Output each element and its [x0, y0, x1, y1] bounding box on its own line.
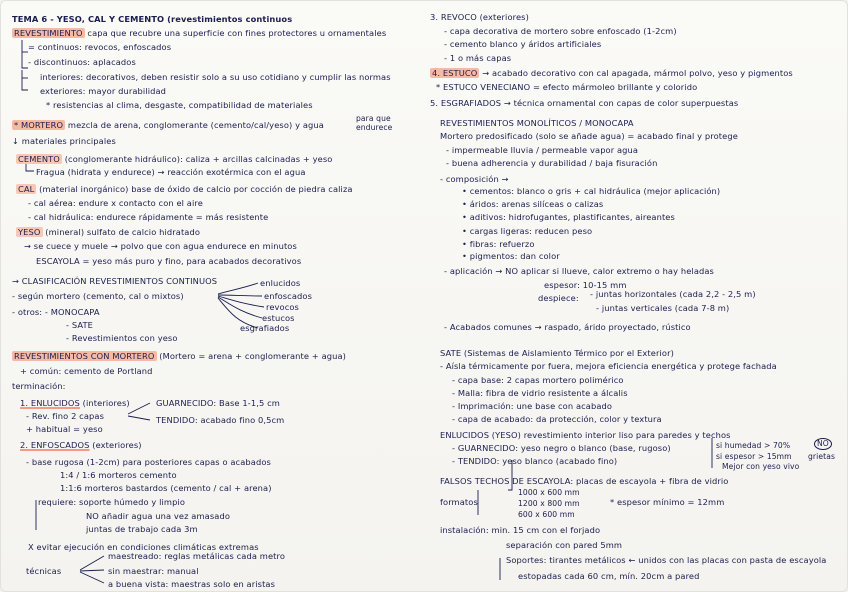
formato-2: 1200 x 800 mm — [518, 499, 580, 508]
exteriores-line: exteriores: mayor durabilidad — [40, 86, 167, 96]
mortero-line — [12, 120, 324, 130]
tecnicas-label: técnicas — [26, 566, 62, 576]
estuco-definition: → acabado decorativo con cal apagada, mármol polvo, yeso y pigmentos — [482, 68, 793, 78]
cal-definition: (material inorgánico) base de óxido de calcio por cocción de piedra caliza — [39, 184, 353, 194]
comp-aditivos: • aditivos: hidrofugantes, plastificantes, aireantes — [462, 212, 675, 222]
enfoscados-line — [20, 440, 142, 450]
yeso-line — [16, 227, 200, 237]
fragua-line: Fragua (hidrata y endurece) → reacción exotérmica con el agua — [36, 167, 306, 177]
espesor-15-note: si espesor > 15mm — [716, 452, 792, 461]
enlucidos-line — [20, 398, 130, 408]
buena-vista-line: a buena vista: maestras solo en aristas — [108, 579, 276, 589]
despiece-horizontales: - juntas horizontales (cada 2,2 - 2,5 m) — [590, 289, 756, 299]
continuos-line: = continuos: revocos, enfoscados — [28, 42, 172, 52]
cal-label: CAL — [18, 184, 35, 194]
soportes-line: Soportes: tirantes metálicos ← unidos con las placas con pasta de escayola — [506, 555, 827, 565]
estuco-line — [430, 68, 793, 78]
humedad-note: si humedad > 70% — [716, 441, 791, 450]
otros-line: - otros: - MONOCAPA — [12, 307, 100, 317]
cemento-line — [16, 154, 332, 164]
estuco-veneciano-line: * ESTUCO VENECIANO = efecto mármoleo brillante y colorido — [436, 82, 698, 92]
instalacion-line: instalación: min. 15 cm con el forjado — [440, 525, 601, 535]
despiece-label: despiece: — [538, 293, 579, 303]
branch-estucos: estucos — [262, 313, 295, 323]
branch-esgrafiados: esgrafiados — [240, 323, 290, 333]
revoco-line-2: - cemento blanco y áridos artificiales — [444, 39, 602, 49]
formatos-label: formatos — [440, 497, 478, 507]
falsos-techos-line: FALSOS TECHOS DE ESCAYOLA: placas de escayola + fibra de vidrio — [440, 476, 729, 486]
sate-line-5: - capa de acabado: da protección, color y textura — [452, 414, 662, 424]
morteros-cemento-line: 1:4 / 1:6 morteros cemento — [60, 470, 177, 480]
sin-maestrear-line: sin maestrar: manual — [108, 566, 199, 576]
comun-line: + común: cemento de Portland — [20, 366, 153, 376]
revoco-title: 3. REVOCO (exteriores) — [430, 12, 529, 22]
espesor-minimo-line: * espesor mínimo = 12mm — [610, 497, 725, 507]
enfoscados-label: 2. ENFOSCADOS — [20, 440, 90, 450]
grietas-note: grietas — [808, 452, 836, 461]
enlucidos-definition: (interiores) — [82, 398, 130, 408]
comp-aridos: • áridos: arenas silíceas o calizas — [462, 199, 604, 209]
mortero-label: * MORTERO — [14, 120, 64, 130]
sate-item: - SATE — [66, 320, 93, 330]
tendido-yeso-line: - TENDIDO: yeso blanco (acabado fino) — [452, 456, 618, 466]
yeso-definition: (mineral) sulfato de calcio hidratado — [45, 227, 201, 237]
comp-pigmentos: • pigmentos: dan color — [462, 251, 560, 261]
formato-1: 1000 x 600 mm — [518, 488, 580, 497]
revoco-line-3: - 1 o más capas — [444, 53, 512, 63]
guarnecido-line: GUARNECIDO: Base 1-1,5 cm — [156, 398, 280, 408]
estopadas-line: estopadas cada 60 cm, mín. 20cm a pared — [518, 571, 700, 581]
sate-title: SATE (Sistemas de Aislamiento Térmico por el Exterior) — [440, 348, 674, 358]
cal-line — [16, 184, 353, 194]
revestimientos-mortero-line — [12, 351, 346, 361]
terminacion-line: terminación: — [12, 381, 66, 391]
rev-fino-line: - Rev. fino 2 capas — [26, 411, 105, 421]
estuco-label: 4. ESTUCO — [432, 68, 478, 78]
composicion-line: - composición → — [440, 174, 509, 184]
evitar-line: X evitar ejecución en condiciones climáticas extremas — [28, 542, 259, 552]
branch-enfoscados: enfoscados — [264, 291, 312, 301]
cal-aerea-line: - cal aérea: endure x contacto con el aire — [28, 198, 203, 208]
comp-cementos: • cementos: blanco o gris + cal hidráulica (mejor aplicación) — [462, 186, 721, 196]
acabados-comunes-line: - Acabados comunes → raspado, árido proyectado, rústico — [444, 322, 691, 332]
materiales-line: ↓ materiales principales — [12, 136, 116, 146]
sate-line-1: - Aísla térmicamente por fuera, mejora eficiencia energética y protege fachada — [440, 361, 777, 371]
sate-line-3: - Malla: fibra de vidrio resistente a álcalis — [452, 388, 628, 398]
segun-mortero-line: - según mortero (cemento, cal o mixtos) — [12, 291, 184, 301]
aplicacion-line: - aplicación → NO aplicar si llueve, calor extremo o hay heladas — [444, 266, 714, 276]
esgrafiados-line: 5. ESGRAFIADOS → técnica ornamental con capas de color superpuestas — [430, 98, 739, 108]
cemento-definition: (conglomerante hidráulico): caliza + arcillas calcinadas + yeso — [64, 154, 333, 164]
sate-line-4: - Imprimación: une base con acabado — [452, 401, 613, 411]
sate-line-2: - capa base: 2 capas mortero polimérico — [452, 375, 624, 385]
mortero-definition: mezcla de arena, conglomerante (cemento/cal/yeso) y agua — [67, 120, 324, 130]
discontinuos-line: - discontinuos: aplacados — [28, 57, 136, 67]
enfoscados-definition: (exteriores) — [92, 440, 142, 450]
base-rugosa-line: - base rugosa (1-2cm) para posteriores capas o acabados — [26, 457, 271, 467]
no-badge: NO — [814, 438, 832, 450]
revoco-line-1: - capa decorativa de mortero sobre enfoscado (1-2cm) — [444, 26, 677, 36]
cemento-label: CEMENTO — [18, 154, 60, 164]
impermeable-line: - impermeable lluvia / permeable vapor agua — [446, 145, 639, 155]
tendido-line: TENDIDO: acabado fino 0,5cm — [156, 415, 285, 425]
yeso-label: YESO — [18, 227, 41, 237]
comp-cargas: • cargas ligeras: reducen peso — [462, 226, 593, 236]
page-title: TEMA 6 - YESO, CAL Y CEMENTO (revestimientos continuos — [12, 14, 293, 24]
juntas-line: juntas de trabajo cada 3m — [86, 524, 198, 534]
mortero-side-note: para que endurece — [356, 114, 393, 132]
formato-3: 600 x 600 mm — [518, 510, 575, 519]
yeso-process-line: → se cuece y muele → polvo que con agua endurece en minutos — [24, 241, 297, 251]
mejor-yeso-note: Mejor con yeso vivo — [722, 462, 800, 471]
revestimiento-label: REVESTIMIENTO — [14, 28, 83, 38]
branch-revocos: revocos — [266, 302, 299, 312]
espesor-line: espesor: 10-15 mm — [544, 280, 627, 290]
branch-enlucidos: enlucidos — [260, 278, 301, 288]
clasificacion-line: → CLASIFICACIÓN REVESTIMIENTOS CONTINUOS — [12, 276, 218, 286]
revestimientos-mortero-label: REVESTIMIENTOS CON MORTERO — [14, 351, 155, 361]
separacion-line: separación con pared 5mm — [506, 540, 623, 550]
no-anadir-line: NO añadir agua una vez amasado — [86, 511, 230, 521]
escayola-line: ESCAYOLA = yeso más puro y fino, para acabados decorativos — [36, 256, 302, 266]
monoliticos-title: REVESTIMIENTOS MONOLÍTICOS / MONOCAPA — [440, 118, 634, 128]
maestreado-line: maestreado: reglas metálicas cada metro — [108, 551, 286, 561]
mortero-predosificado-line: Mortero predosificado (solo se añade agua) = acabado final y protege — [440, 131, 738, 141]
habitual-line: + habitual = yeso — [26, 424, 103, 434]
revestimientos-yeso-item: - Revestimientos con yeso — [66, 333, 178, 343]
resistencias-line: * resistencias al clima, desgaste, compatibilidad de materiales — [46, 100, 313, 110]
enlucidos-label: 1. ENLUCIDOS — [20, 398, 80, 408]
buena-adherencia-line: - buena adherencia y durabilidad / baja fisuración — [446, 158, 658, 168]
interiores-line: interiores: decorativos, deben resistir solo a su uso cotidiano y cumplir las normas — [40, 72, 391, 82]
revestimiento-line — [12, 28, 386, 38]
despiece-verticales: - juntas verticales (cada 7-8 m) — [596, 303, 730, 313]
revestimientos-mortero-definition: (Mortero = arena + conglomerante + agua) — [159, 351, 347, 361]
requiere-line: requiere: soporte húmedo y limpio — [38, 497, 186, 507]
guarnecido-yeso-line: - GUARNECIDO: yeso negro o blanco (base, rugoso) — [452, 443, 671, 453]
comp-fibras: • fibras: refuerzo — [462, 239, 535, 249]
cal-hidraulica-line: - cal hidráulica: endurece rápidamente = más resistente — [28, 212, 269, 222]
enlucidos-yeso-line: ENLUCIDOS (YESO) revestimiento interior liso para paredes y techos — [440, 430, 731, 440]
morteros-bastardos-line: 1:1:6 morteros bastardos (cemento / cal + arena) — [60, 483, 272, 493]
revestimiento-definition: capa que recubre una superficie con fines protectores u ornamentales — [87, 28, 387, 38]
